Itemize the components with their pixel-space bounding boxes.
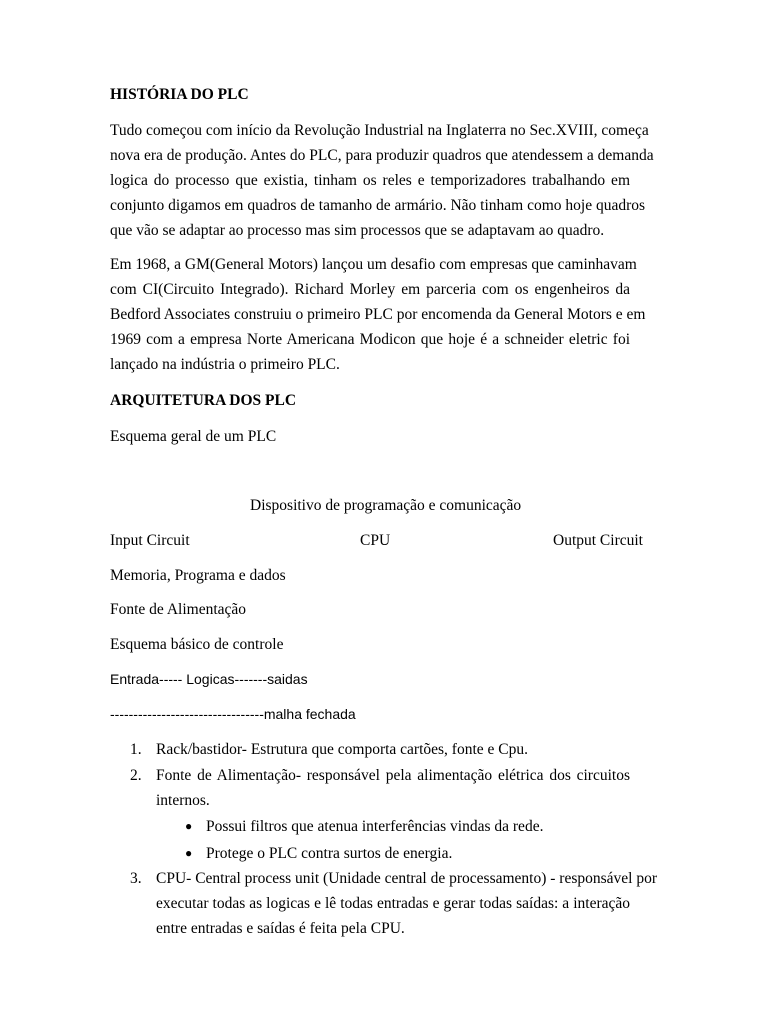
list-item [156, 866, 658, 941]
paragraph-history [110, 118, 654, 243]
bullet-icon: ● [185, 846, 193, 860]
list-item-line: internos. [156, 792, 210, 809]
paragraph-line: Bedford Associates construiu o primeiro PLC por encomenda da General Motors e em [110, 306, 646, 323]
bullet-item: Possui filtros que atenua interferências vindas da rede. [206, 818, 544, 835]
paragraph-line: Tudo começou com início da Revolução Industrial na Inglaterra no Sec.XVIII, começa [110, 122, 649, 139]
heading-history: HISTÓRIA DO PLC [110, 86, 249, 103]
list-item-line: Fonte de Alimentação- responsável pela alimentação elétrica dos circuitos [156, 767, 630, 784]
list-item-line: entre entradas e saídas é feita pela CPU. [156, 920, 405, 937]
memory-label: Memoria, Programa e dados [110, 567, 286, 584]
paragraph-line: que vão se adaptar ao processo mas sim processos que se adaptavam ao quadro. [110, 222, 605, 239]
schema-label: Esquema geral de um PLC [110, 428, 277, 445]
paragraph-line: 1969 com a empresa Norte Americana Modicon que hoje é a schneider eletric foi [110, 331, 630, 348]
list-item-line: executar todas as logicas e lê todas entradas e gerar todas saídas: a interação [156, 895, 630, 912]
output-circuit-label: Output Circuit [553, 532, 643, 549]
loop-label: ---------------------------------malha fechada [110, 706, 356, 722]
paragraph-line: logica do processo que existia, tinham os reles e temporizadores trabalhando em [110, 172, 630, 189]
flow-label: Entrada----- Logicas-------saidas [110, 671, 308, 687]
list-item [156, 737, 630, 762]
paragraph-line: com CI(Circuito Integrado). Richard Morley em parceria com os engenheiros da [110, 281, 630, 298]
paragraph-gm [110, 252, 646, 377]
input-circuit-label: Input Circuit [110, 532, 190, 549]
control-label: Esquema básico de controle [110, 636, 284, 653]
paragraph-line: conjunto digamos em quadros de tamanho de armário. Não tinham como hoje quadros [110, 197, 646, 214]
device-label: Dispositivo de programação e comunicação [250, 497, 522, 514]
paragraph-line: Em 1968, a GM(General Motors) lançou um desafio com empresas que caminhavam [110, 256, 637, 273]
bullet-item: Protege o PLC contra surtos de energia. [206, 845, 453, 862]
paragraph-line: lançado na indústria o primeiro PLC. [110, 356, 340, 373]
list-item [156, 763, 630, 813]
list-number: 1. [130, 741, 142, 758]
list-number: 2. [130, 767, 142, 784]
list-item-line: CPU- Central process unit (Unidade central de processamento) - responsável por [156, 870, 658, 887]
heading-architecture: ARQUITETURA DOS PLC [110, 392, 297, 409]
bullet-icon: ● [185, 819, 193, 833]
power-label: Fonte de Alimentação [110, 601, 247, 618]
list-number: 3. [130, 870, 142, 887]
list-item-line: Rack/bastidor- Estrutura que comporta cartões, fonte e Cpu. [156, 741, 528, 758]
cpu-label: CPU [360, 532, 391, 549]
paragraph-line: nova era de produção. Antes do PLC, para produzir quadros que atendessem a demanda [110, 147, 654, 164]
